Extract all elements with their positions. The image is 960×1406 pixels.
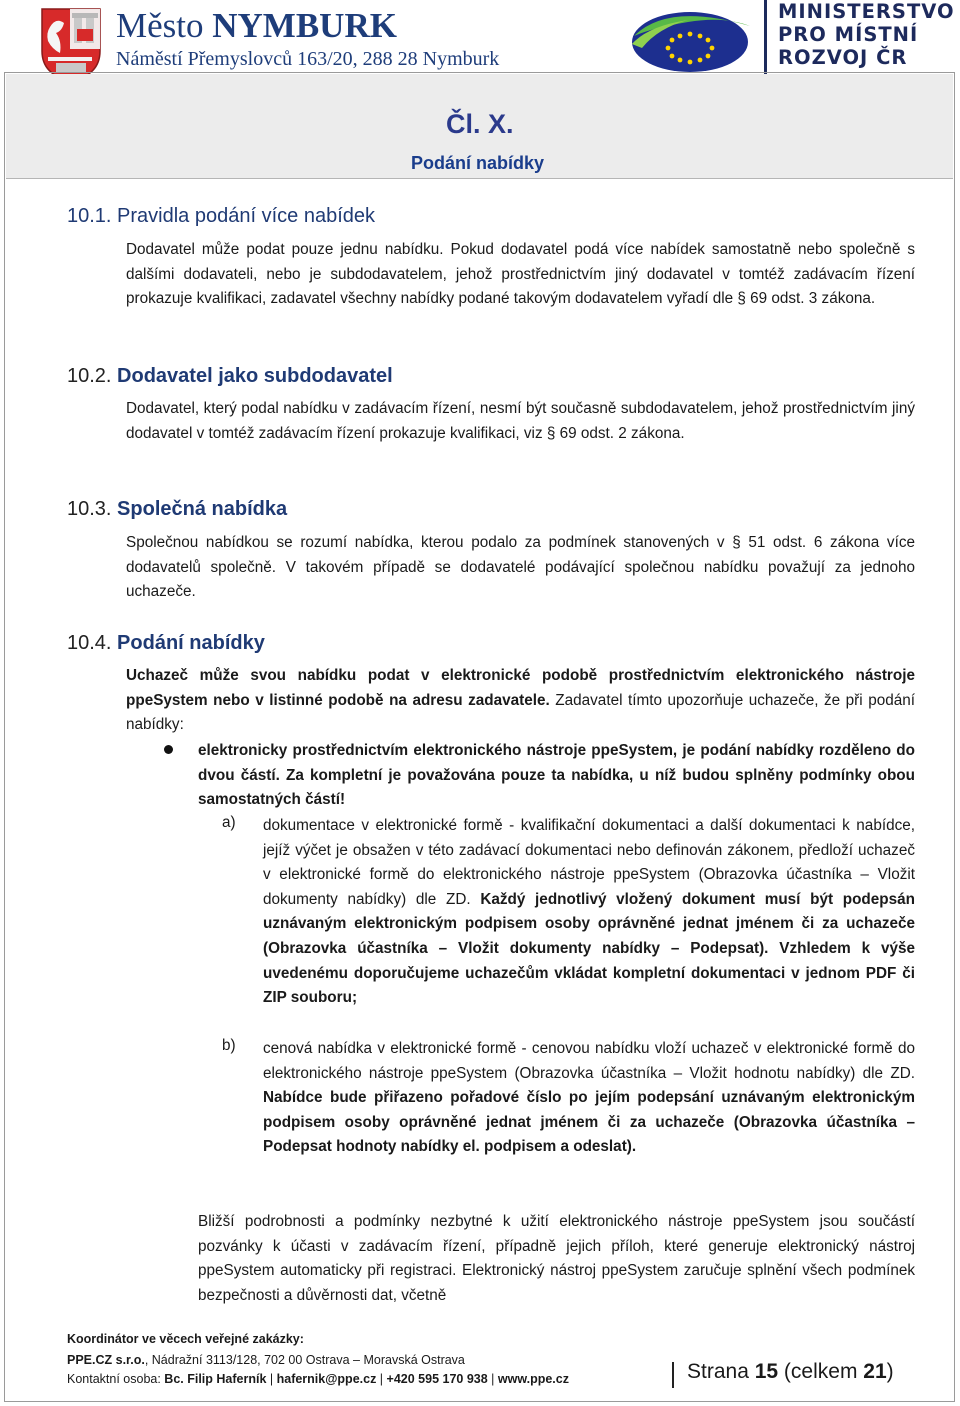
article-number: Čl. X. xyxy=(446,109,514,139)
company-line: PPE.CZ s.r.o., Nádražní 3113/128, 702 00 Ostrava – Moravská Ostrava xyxy=(67,1353,465,1367)
article-title: Podání nabídky xyxy=(411,153,545,173)
item-a-text: dokumentace v elektronické formě - kvalifikační dokumentaci a další dokumentaci k nabídce, jejíž výčet je obsažen v této zadávací dokumentaci nebo definován zákonem, předloží uchazeč v elektronické formě do elektronického nástroje ppeSystem (Obrazovka účastníka – Vložit dokumenty nabídky) dle ZD. Každý jednotlivý vložený dokument musí být podepsán uznávaným elektronickým podpisem osoby oprávněné jednat jménem či za uchazeče (Obrazovka účastníka – Vložit dokumenty nabídky – Podepsat). Vzhledem k výše uvedenému doporučujeme uchazečům vkládat kompletní dokumentaci v jednom PDF či ZIP souboru; xyxy=(263,817,915,1007)
bullet-item-electronic: elektronicky prostřednictvím elektronického nástroje ppeSystem, je podání nabídky rozděleno do dvou částí. Za kompletní je považována pouze ta nabídka, u níž budou splněny podmínky obou samostatných částí! xyxy=(198,742,915,809)
section-intro-10-4: Uchazeč může svou nabídku podat v elektronické podobě prostřednictvím elektronického nástroje ppeSystem nebo v listinné podobě na adresu zadavatele. Zadavatel tímto upozorňuje uchazeče, že při podání nabídky: xyxy=(126,667,915,734)
contact-line: Kontaktní osoba: Bc. Filip Haferník | hafernik@ppe.cz | +420 595 170 938 | www.ppe.cz xyxy=(67,1372,569,1386)
section-text-10-3: Společnou nabídkou se rozumí nabídka, kterou podalo za podmínek stanovených v § 51 odst. 6 zákona více dodavatelů společně. V takovém případě se dodavatelé podávající společnou nabídku považují za jednoho uchazeče. xyxy=(126,534,915,601)
contact-email[interactable]: hafernik@ppe.cz xyxy=(276,1372,377,1386)
ministry-name: MINISTERSTVO PRO MÍSTNÍ ROZVOJ ČR xyxy=(778,0,955,69)
page-number: Strana 15 (celkem 21) xyxy=(687,1360,894,1383)
item-a-letter: a) xyxy=(222,814,236,831)
bullet-icon xyxy=(164,745,173,754)
section-text-10-1: Dodavatel může podat pouze jednu nabídku. Pokud dodavatel podá více nabídek samostatně nebo společně s dalšími dodavateli, nebo je subdodavatelem, jehož prostřednictvím jiný dodavatel v tomtéž zadávacím řízení prokazuje kvalifikaci, zadavatel všechny nabídky podané takovým dodavatelem vyřadí dle § 69 odst. 3 zákona. xyxy=(126,241,915,308)
contact-web-link[interactable]: www.ppe.cz xyxy=(497,1372,569,1386)
coordinator-label: Koordinátor ve věcech veřejné zakázky: xyxy=(67,1332,304,1346)
closing-paragraph: Bližší podrobnosti a podmínky nezbytné k užití elektronického nástroje ppeSystem jsou součástí pozvánky k účasti v zadávacím řízení, případně jejich příloh, které generuje elektronický nástroj ppeSystem automaticky při registraci. Elektronický nástroj ppeSystem zaručuje splnění všech podmínek bezpečnosti a důvěrnosti dat, včetně xyxy=(198,1213,915,1304)
mmr-eu-logo-icon xyxy=(628,4,758,74)
item-b-text: cenová nabídka v elektronické formě - cenovou nabídku vloží uchazeč v elektronické formě do elektronického nástroje ppeSystem (Obrazovka účastníka – Vložit hodnotu nabídky) dle ZD. Nabídce bude přiřazeno pořadové číslo po jejím podepsání uznávaným elektronickým podpisem osoby oprávněné jednat jménem či za uchazeče (Obrazovka účastníka – Podepsat hodnoty nabídky el. podpisem a odeslat). xyxy=(263,1040,915,1156)
section-heading-10-2: 10.2. Dodavatel jako subdodavatel xyxy=(67,365,393,387)
section-heading-10-3: 10.3. Společná nabídka xyxy=(67,498,288,520)
city-address: Náměstí Přemyslovců 163/20, 288 28 Nymburk xyxy=(116,48,500,70)
section-heading-10-1: 10.1. Pravidla podání více nabídek xyxy=(67,205,375,227)
page-divider xyxy=(672,1362,674,1388)
city-name: Město NYMBURK xyxy=(116,6,397,45)
logo-divider xyxy=(764,0,767,76)
section-text-10-2: Dodavatel, který podal nabídku v zadávacím řízení, nesmí být současně subdodavatelem, jehož prostřednictvím jiný dodavatel v tomtéž zadávacím řízení prokazuje kvalifikaci, viz § 69 odst. 2 zákona. xyxy=(126,400,915,442)
section-heading-10-4: 10.4. Podání nabídky xyxy=(67,632,265,654)
document-footer xyxy=(67,1332,927,1392)
item-b-letter: b) xyxy=(222,1037,236,1054)
